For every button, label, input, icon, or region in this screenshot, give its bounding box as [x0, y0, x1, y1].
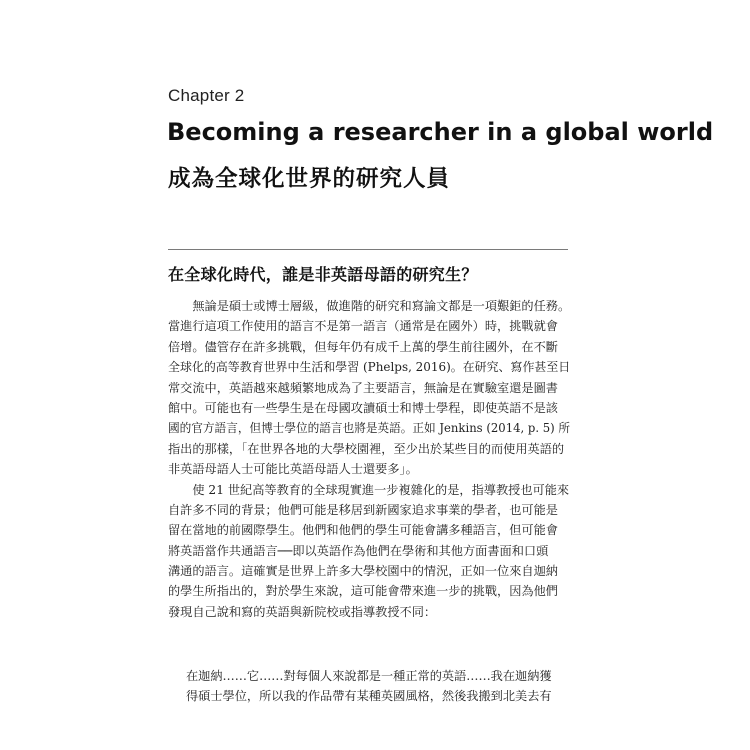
text-line: 倍增。儘管存在許多挑戰，但每年仍有成千上萬的學生前往國外，在不斷: [168, 339, 558, 354]
quote-line: 在迦納……它……對每個人來說都是一種正常的英語……我在迦納獲: [186, 669, 552, 683]
section-divider: [168, 249, 568, 250]
text-line: 的學生所指出的，對於學生來說，這可能會帶來進一步的挑戰，因為他們: [168, 584, 558, 599]
text-line: 自許多不同的背景；他們可能是移居到新國家追求事業的學者，也可能是: [168, 502, 558, 517]
text-line: 發現自己說和寫的英語與新院校或指導教授不同：: [168, 604, 437, 619]
text-line: 非英語母語人士可能比英語母語人士還要多」。: [168, 462, 418, 477]
chapter-label: Chapter 2: [168, 86, 245, 105]
text-line: 留在當地的前國際學生。他們和他們的學生可能會講多種語言，但可能會: [168, 523, 558, 538]
chapter-title-english: Becoming a researcher in a global world: [167, 118, 714, 146]
text-line: 使 21 世紀高等教育的全球現實進一步複雜化的是，指導教授也可能來: [168, 482, 570, 497]
section-heading: 在全球化時代，誰是非英語母語的研究生？: [168, 265, 478, 284]
paragraph-1: [168, 296, 570, 480]
text-line: 將英語當作共通語言──即以英語作為他們在學術和其他方面書面和口頭: [168, 543, 549, 558]
text-line: 常交流中，英語越來越頻繁地成為了主要語言，無論是在實驗室還是圖書: [168, 380, 558, 395]
text-line: 溝通的語言。這確實是世界上許多大學校園中的情況，正如一位來自迦納: [168, 564, 558, 579]
paragraph-2: [168, 480, 570, 623]
text-line: 國的官方語言，但博士學位的語言也將是英語。正如 Jenkins (2014, p. 5) 所: [168, 421, 571, 436]
block-quote: [186, 666, 570, 707]
quote-line: 得碩士學位，所以我的作品帶有某種英國風格，然後我搬到北美去有: [186, 689, 552, 704]
text-line: 當進行這項工作使用的語言不是第一語言（通常是在國外）時，挑戰就會: [168, 319, 558, 334]
text-line: 館中。可能也有一些學生是在母國攻讀碩士和博士學程，即使英語不是該: [168, 400, 558, 415]
chapter-title-chinese: 成為全球化世界的研究人員: [168, 166, 451, 192]
text-line: 全球化的高等教育世界中生活和學習 (Phelps, 2016)。在研究、寫作甚至日: [168, 360, 571, 375]
text-line: 指出的那樣，「在世界各地的大學校園裡，至少出於某些目的而使用英語的: [168, 441, 565, 456]
body-text: [168, 296, 570, 622]
text-line: 無論是碩士或博士層級，做進階的研究和寫論文都是一項艱鉅的任務。: [168, 299, 571, 313]
